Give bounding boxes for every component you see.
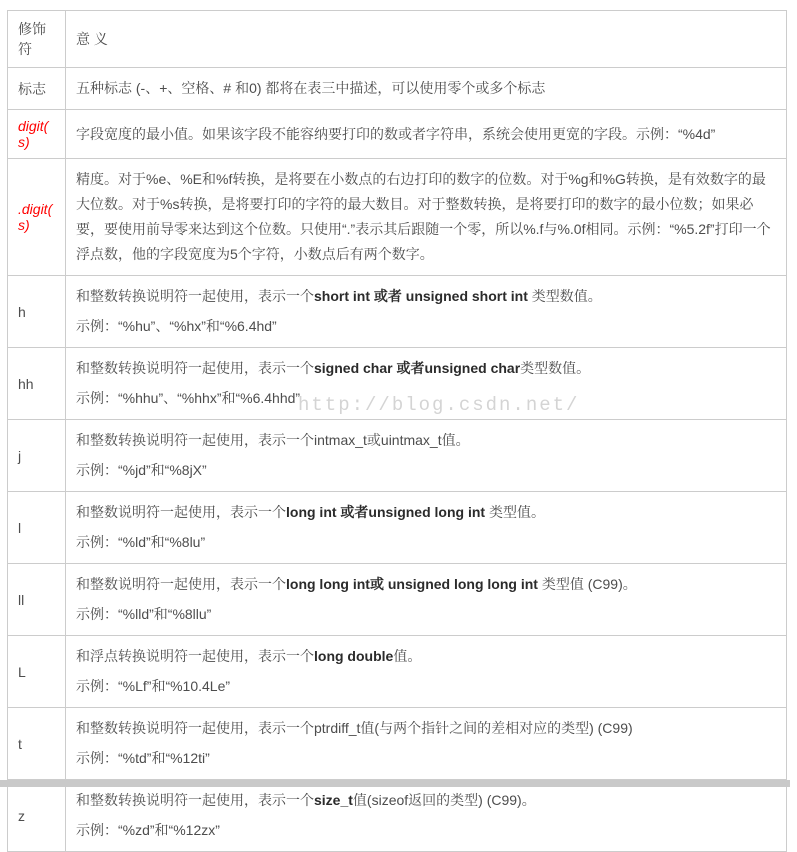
meaning-line bbox=[76, 458, 776, 483]
table-row bbox=[8, 564, 787, 636]
meaning-cell bbox=[66, 708, 787, 780]
csdn-watermark: http://blog.csdn.net/ bbox=[298, 394, 580, 416]
modifier-cell: digit(s) bbox=[8, 110, 66, 159]
format-modifier-table bbox=[7, 10, 787, 852]
meaning-text: 类型数值。 bbox=[520, 360, 591, 376]
meaning-line bbox=[76, 716, 776, 741]
meaning-text: 和整数说明符一起使用，表示一个 bbox=[76, 504, 286, 520]
meaning-text: 示例：“%lld”和“%8llu” bbox=[76, 606, 212, 622]
modifier-cell: .digit(s) bbox=[8, 159, 66, 276]
meaning-text: 示例：“%Lf”和“%10.4Le” bbox=[76, 678, 231, 694]
table-row bbox=[8, 110, 787, 159]
type-name-bold: signed char 或者unsigned char bbox=[314, 360, 521, 376]
modifier-cell: ll bbox=[8, 564, 66, 636]
meaning-text: 值。 bbox=[393, 648, 422, 664]
meaning-text: 示例：“%td”和“%12ti” bbox=[76, 750, 210, 766]
modifier-cell: hh bbox=[8, 348, 66, 420]
meaning-line bbox=[76, 818, 776, 843]
meaning-text: 和浮点转换说明符一起使用，表示一个 bbox=[76, 648, 314, 664]
meaning-cell bbox=[66, 159, 787, 276]
horizontal-scrollbar-thumb[interactable] bbox=[0, 780, 790, 787]
meaning-line bbox=[76, 746, 776, 771]
table-row bbox=[8, 276, 787, 348]
meaning-text: 类型值。 bbox=[485, 504, 545, 520]
table-row bbox=[8, 420, 787, 492]
meaning-line bbox=[76, 284, 776, 309]
table-row bbox=[8, 636, 787, 708]
modifier-cell: z bbox=[8, 780, 66, 852]
meaning-line bbox=[76, 644, 776, 669]
meaning-cell bbox=[66, 564, 787, 636]
meaning-cell bbox=[66, 636, 787, 708]
modifier-cell: j bbox=[8, 420, 66, 492]
header-row bbox=[8, 11, 787, 68]
meaning-text: 五种标志 (-、+、空格、# 和0) 都将在表三中描述，可以使用零个或多个标志 bbox=[76, 80, 546, 96]
table-row bbox=[8, 708, 787, 780]
meaning-text: 示例：“%hu”、“%hx”和“%6.4hd” bbox=[76, 318, 277, 334]
meaning-line bbox=[76, 356, 776, 381]
modifier-cell: 标志 bbox=[8, 68, 66, 110]
type-name-bold: long long int或 unsigned long long int bbox=[286, 576, 538, 592]
meaning-text: 类型数值。 bbox=[527, 288, 602, 304]
type-name-bold: long int 或者unsigned long int bbox=[286, 504, 486, 520]
meaning-line bbox=[76, 530, 776, 555]
modifier-cell: l bbox=[8, 492, 66, 564]
meaning-text: 示例：“%hhu”、“%hhx”和“%6.4hhd” bbox=[76, 390, 301, 406]
modifier-cell: h bbox=[8, 276, 66, 348]
meaning-line bbox=[76, 428, 776, 453]
meaning-cell bbox=[66, 110, 787, 159]
meaning-text: 和整数转换说明符一起使用，表示一个 bbox=[76, 792, 314, 808]
meaning-text: 示例：“%ld”和“%8lu” bbox=[76, 534, 206, 550]
table-row bbox=[8, 348, 787, 420]
meaning-line bbox=[76, 76, 776, 101]
meaning-line bbox=[76, 674, 776, 699]
meaning-text: 和整数说明符一起使用，表示一个 bbox=[76, 576, 286, 592]
table-row bbox=[8, 159, 787, 276]
meaning-text: 值(sizeof返回的类型) (C99)。 bbox=[352, 792, 536, 808]
table-row bbox=[8, 492, 787, 564]
meaning-line bbox=[76, 788, 776, 813]
header-modifier: 修饰符 bbox=[8, 11, 66, 68]
meaning-cell bbox=[66, 492, 787, 564]
meaning-text: 和整数转换说明符一起使用，表示一个ptrdiff_t值(与两个指针之间的差相对应的类型) (C99) bbox=[76, 720, 633, 736]
type-name-bold: long double bbox=[314, 648, 394, 664]
meaning-line bbox=[76, 572, 776, 597]
meaning-line bbox=[76, 167, 776, 267]
meaning-line bbox=[76, 500, 776, 525]
modifier-cell: L bbox=[8, 636, 66, 708]
meaning-line bbox=[76, 122, 776, 147]
meaning-text: 字段宽度的最小值。如果该字段不能容纳要打印的数或者字符串，系统会使用更宽的字段。示例：“%4d” bbox=[76, 125, 716, 142]
meaning-text: 示例：“%jd”和“%8jX” bbox=[76, 462, 207, 478]
meaning-line bbox=[76, 602, 776, 627]
type-name-bold: size_t bbox=[314, 792, 353, 808]
meaning-line bbox=[76, 386, 776, 411]
meaning-text: 类型值 (C99)。 bbox=[537, 576, 637, 592]
header-meaning: 意 义 bbox=[66, 11, 787, 68]
meaning-line bbox=[76, 314, 776, 339]
meaning-cell bbox=[66, 276, 787, 348]
meaning-text: 示例：“%zd”和“%12zx” bbox=[76, 822, 220, 838]
meaning-cell bbox=[66, 68, 787, 110]
table-row bbox=[8, 780, 787, 852]
meaning-text: 精度。对于%e、%E和%f转换，是将要在小数点的右边打印的数字的位数。对于%g和%G转换，是有效数字的最大位数。对于%s转换，是将要打印的字符的最大数目。对于整数转换，是将要打印的数字的最小位数；如果必要，要使用前导零来达到这个位数。只使用“.”表示其后跟随一个零，所以%.f与%.0f相同。示例：“%5.2f”打印一个浮点数，他的字段宽度为5个字符，小数点后有两个数字。 bbox=[76, 171, 771, 262]
meaning-text: 和整数转换说明符一起使用，表示一个intmax_t或uintmax_t值。 bbox=[76, 432, 470, 448]
type-name-bold: short int 或者 unsigned short int bbox=[314, 288, 528, 304]
meaning-cell bbox=[66, 420, 787, 492]
modifier-cell: t bbox=[8, 708, 66, 780]
meaning-cell bbox=[66, 348, 787, 420]
table-row bbox=[8, 68, 787, 110]
meaning-text: 和整数转换说明符一起使用，表示一个 bbox=[76, 288, 314, 304]
meaning-text: 和整数转换说明符一起使用，表示一个 bbox=[76, 360, 314, 376]
meaning-cell bbox=[66, 780, 787, 852]
